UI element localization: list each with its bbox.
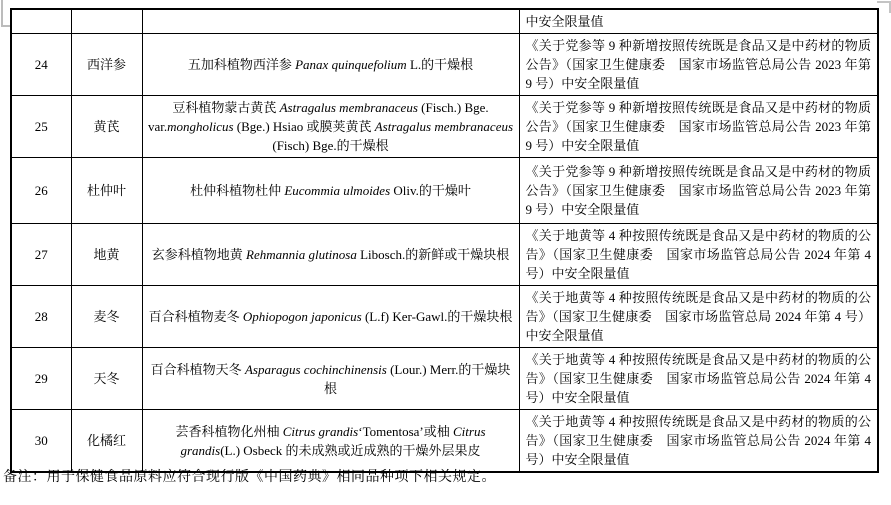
table-row [11,286,878,348]
table-row-continuation [11,9,878,34]
substance-description-cell: 杜仲科植物杜仲 Eucommia ulmoides Oliv.的干燥叶 [142,158,519,224]
substance-name-cell: 天冬 [71,348,142,410]
source-cell: 《关于地黄等 4 种按照传统既是食品又是中药材的物质的公告》（国家卫生健康委 国家市场监管总局公告 2024 年第 4 号）中安全限量值 [519,410,878,473]
table-row [11,158,878,224]
substance-description-cell: 百合科植物麦冬 Ophiopogon japonicus (L.f) Ker-Gawl.的干燥块根 [142,286,519,348]
substance-table [10,8,879,473]
row-number-cell: 26 [11,158,71,224]
table-row [11,34,878,96]
source-cell: 《关于地黄等 4 种按照传统既是食品又是中药材的物质的公告》（国家卫生健康委 国家市场监管总局公告 2024 年第 4 号）中安全限量值 [519,348,878,410]
page-corner-mark-top-right [877,1,891,13]
table-row [11,348,878,410]
source-cell: 《关于党参等 9 种新增按照传统既是食品又是中药材的物质公告》（国家卫生健康委 国家市场监管总局公告 2023 年第 9 号）中安全限量值 [519,96,878,158]
substance-description-cell: 五加科植物西洋参 Panax quinquefolium L.的干燥根 [142,34,519,96]
substance-description-cell [142,9,519,34]
table-row [11,410,878,473]
substance-name-cell: 化橘红 [71,410,142,473]
substance-name-cell: 西洋参 [71,34,142,96]
row-number-cell: 30 [11,410,71,473]
row-number-cell: 25 [11,96,71,158]
table-row [11,224,878,286]
substance-name-cell: 地黄 [71,224,142,286]
substance-name-cell: 黄芪 [71,96,142,158]
row-number-cell [11,9,71,34]
row-number-cell: 28 [11,286,71,348]
footnote: 备注：用于保健食品原料应符合现行版《中国药典》相同品种项下相关规定。 [3,470,496,485]
substance-description-cell: 百合科植物天冬 Asparagus cochinchinensis (Lour.) Merr.的干燥块根 [142,348,519,410]
source-cell: 《关于党参等 9 种新增按照传统既是食品又是中药材的物质公告》（国家卫生健康委 国家市场监管总局公告 2023 年第 9 号）中安全限量值 [519,158,878,224]
source-cell: 《关于地黄等 4 种按照传统既是食品又是中药材的物质的公告》（国家卫生健康委 国家市场监管总局公告 2024 年第 4 号）中安全限量值 [519,224,878,286]
substance-description-cell: 豆科植物蒙古黄芪 Astragalus membranaceus (Fisch.) Bge. var.mongholicus (Bge.) Hsiao 或膜荚黄芪 Astragalus membranaceus (Fisch) Bge.的干燥根 [142,96,519,158]
source-cell: 中安全限量值 [519,9,878,34]
substance-description-cell: 玄参科植物地黄 Rehmannia glutinosa Libosch.的新鲜或干燥块根 [142,224,519,286]
source-cell: 《关于地黄等 4 种按照传统既是食品又是中药材的物质的公告》（国家卫生健康委 国家市场监管总局 2024 年第 4 号）中安全限量值 [519,286,878,348]
row-number-cell: 27 [11,224,71,286]
substance-description-cell: 芸香科植物化州柚 Citrus grandis‘Tomentosa’或柚 Citrus grandis(L.) Osbeck 的未成熟或近成熟的干燥外层果皮 [142,410,519,473]
row-number-cell: 24 [11,34,71,96]
table-row [11,96,878,158]
substance-name-cell: 麦冬 [71,286,142,348]
source-cell: 《关于党参等 9 种新增按照传统既是食品又是中药材的物质公告》（国家卫生健康委 国家市场监管总局公告 2023 年第 9 号）中安全限量值 [519,34,878,96]
substance-name-cell: 杜仲叶 [71,158,142,224]
substance-name-cell [71,9,142,34]
row-number-cell: 29 [11,348,71,410]
